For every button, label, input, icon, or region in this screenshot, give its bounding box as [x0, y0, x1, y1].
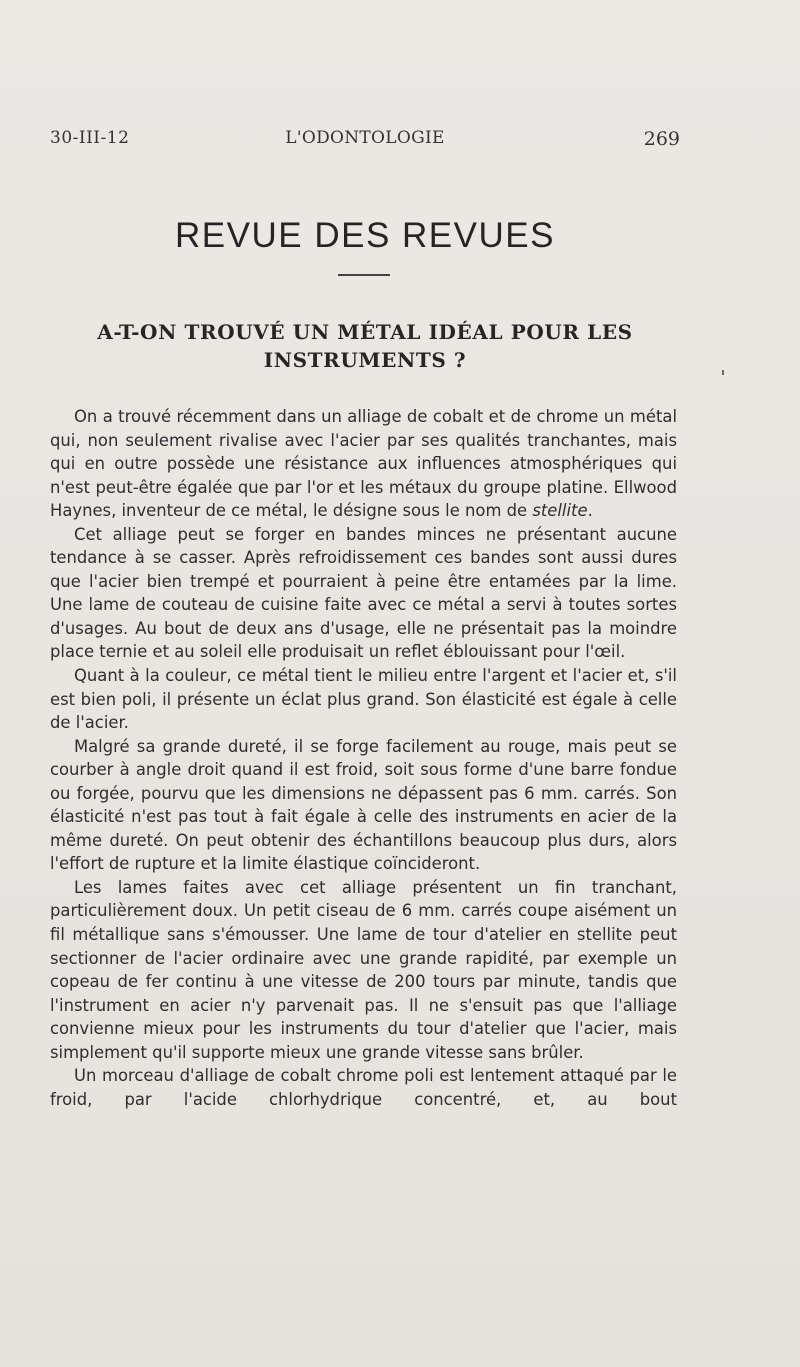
- article-body: [50, 405, 677, 1111]
- paragraph: On a trouvé récemment dans un alliage de cobalt et de chrome un métal qui, non seulement rivalise avec l'acier par ses qualités tranchantes, mais qui en outre possède une résistance aux influences atmosphériques qui n'est peut-être égalée que par l'or et les métaux du groupe platine. Ellwood Haynes, inventeur de ce métal, le désigne sous le nom de stellite.: [50, 407, 677, 521]
- journal-name: L'ODONTOLOGIE: [285, 128, 445, 148]
- paragraph: Les lames faites avec cet alliage présentent un fin tranchant, particulièrement doux. Un petit ciseau de 6 mm. carrés coupe aisément un fil métallique sans s'émousser. Une lame de tour d'atelier en stellite peut sectionner de l'acier ordinaire avec une grande rapidité, par exemple un copeau de fer continu à une vitesse de 200 tours par minute, tandis que l'instrument en acier n'y parvenait pas. Il ne s'ensuit pas que l'alliage convienne mieux pour les instruments du tour d'atelier que l'acier, mais simplement qu'il supporte mieux une grande vitesse sans brûler.: [50, 877, 677, 1062]
- paragraph: Malgré sa grande dureté, il se forge facilement au rouge, mais peut se courber à angle droit quand il est froid, soit sous forme d'une barre fondue ou forgée, pourvu que les dimensions ne dépassent pas 6 mm. carrés. Son élasticité n'est pas tout à fait égale à celle des instruments en acier de la même dureté. On peut obtenir des échantillons beaucoup plus durs, alors l'effort de rupture et la limite élastique coïncideront.: [50, 736, 677, 874]
- paragraph: Cet alliage peut se forger en bandes minces ne présentant aucune tendance à se casser. Après refroidissement ces bandes sont aussi dures que l'acier bien trempé et pourraient à peine être entamées par la lime. Une lame de couteau de cuisine faite avec ce métal a servi à toutes sortes d'usages. Au bout de deux ans d'usage, elle ne présentait pas la moindre place ternie et au soleil elle produisait un reflet éblouissant pour l'œil.: [50, 524, 677, 662]
- page-number: 269: [643, 128, 680, 150]
- running-header: [50, 128, 680, 152]
- article-title: A-T-ON TROUVÉ UN MÉTAL IDÉAL POUR LES INSTRUMENTS ?: [97, 320, 633, 372]
- emphasized-term: stellite: [532, 501, 588, 521]
- title-divider: [338, 274, 390, 276]
- paragraph: Un morceau d'alliage de cobalt chrome poli est lentement attaqué par le froid, par l'acide chlorhydrique concentré, et, au bout: [50, 1066, 677, 1109]
- issue-date: 30-III-12: [50, 128, 130, 148]
- section-title: REVUE DES REVUES: [175, 216, 555, 255]
- print-mark: [722, 370, 724, 375]
- paragraph: Quant à la couleur, ce métal tient le milieu entre l'argent et l'acier et, s'il est bien poli, il présente un éclat plus grand. Son élasticité est égale à celle de l'acier.: [50, 666, 677, 733]
